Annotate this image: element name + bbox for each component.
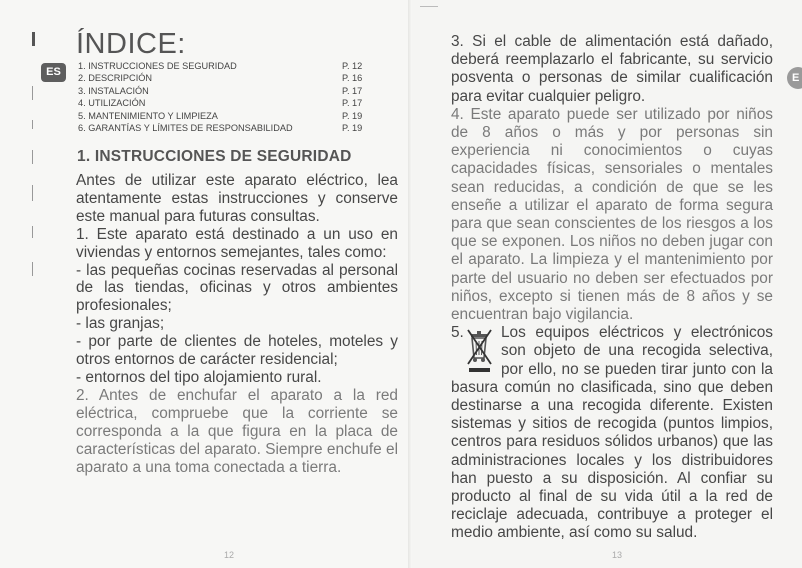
language-tab-right: E — [787, 67, 802, 89]
toc-entry — [78, 72, 378, 84]
toc-page: P. 12 — [342, 61, 363, 71]
right-body-text — [451, 33, 773, 543]
crossed-out-wheelie-bin-icon — [465, 326, 495, 376]
toc-page: P. 16 — [342, 73, 363, 84]
edge-marker — [32, 86, 33, 100]
toc-page: P. 17 — [342, 98, 363, 109]
paragraph: 4. Este aparato puede ser utilizado por niños de 8 años o más y por personas sin experiencia ni conocimientos o cuyas capacidades físicas, sensoriales o mentales sean reducidas, a condición de que se les enseñe a utilizar el aparato de forma segura para que sean conscientes de los riesgos a los que se exponen. Los niños no deben jugar con el aparato. La limpieza y el mantenimiento por parte del usuario no deben ser efectuados por niños, excepto si tienen más de 8 años y se encuentran bajo vigilancia. — [451, 105, 773, 324]
toc-entry — [78, 122, 378, 134]
page-title: ÍNDICE: — [76, 28, 186, 60]
list-item: - las granjas; — [76, 315, 165, 333]
toc-label: 1. INSTRUCCIONES DE SEGURIDAD — [78, 61, 237, 71]
toc-entry — [78, 60, 378, 72]
item-number: 5. — [451, 324, 464, 342]
list-item: - por parte de clientes de hoteles, moteles y otros entornos de carácter residencial; — [76, 333, 398, 369]
list-item: - entornos del tipo alojamiento rural. — [76, 368, 322, 386]
page-number-left: 12 — [224, 550, 235, 560]
section-heading: 1. INSTRUCCIONES DE SEGURIDAD — [77, 148, 352, 165]
edge-marker — [32, 150, 33, 164]
book-gutter — [408, 0, 412, 568]
toc-label: 6. GARANTÍAS Y LÍMITES DE RESPONSABILIDAD — [78, 122, 293, 133]
left-body-text — [76, 172, 398, 476]
toc-page: P. 19 — [342, 110, 363, 121]
edge-marker — [32, 185, 33, 201]
toc-page: P. 17 — [342, 85, 363, 96]
paragraph: 3. Si el cable de alimentación está dañado, deberá reemplazarlo el fabricante, su servicio posventa o personas de similar cualificación para evitar cualquier peligro. — [451, 33, 773, 105]
paragraph: 1. Este aparato está destinado a un uso en viviendas y entornos semejantes, tales como: — [76, 225, 398, 261]
toc-entry — [78, 97, 378, 109]
paragraph: 2. Antes de enchufar el aparato a la red eléctrica, compruebe que la corriente se corresponda a la que figura en la placa de características del aparato. Siempre enchufe el aparato a una toma conectada a tierra. — [76, 386, 398, 476]
language-tab: ES — [41, 63, 66, 82]
page-number-right: 13 — [612, 550, 623, 560]
edge-marker — [32, 32, 35, 46]
edge-marker — [32, 120, 33, 129]
toc-label: 5. MANTENIMIENTO Y LIMPIEZA — [78, 110, 218, 121]
toc-label: 4. UTILIZACIÓN — [78, 98, 146, 109]
edge-marker — [32, 262, 33, 276]
recycling-notice — [451, 324, 773, 542]
divider — [420, 6, 438, 7]
toc-label: 2. DESCRIPCIÓN — [78, 73, 153, 84]
edge-marker — [32, 226, 33, 238]
paragraph: Antes de utilizar este aparato eléctrico, lea atentamente estas instrucciones y conserve este manual para futuras consultas. — [76, 172, 398, 225]
table-of-contents — [78, 60, 378, 134]
toc-entry — [78, 85, 378, 97]
toc-page: P. 19 — [342, 122, 363, 133]
toc-entry — [78, 110, 378, 122]
recycle-block — [451, 324, 497, 378]
toc-label: 3. INSTALACIÓN — [78, 85, 149, 96]
list-item: - las pequeñas cocinas reservadas al personal de las tiendas, oficinas y otros ambientes profesionales; — [76, 261, 398, 315]
paragraph: Los equipos eléctricos y electrónicos son objeto de una recogida selectiva, por ello, no se pueden tirar junto con la basura común no clasificada, sino que deben destinarse a una recogida diferente. Existen sistemas y sitios de recogida (puntos limpios, centros para residuos sólidos urbanos) que las administraciones locales y los distribuidores han puesto a su disposición. Al confiar su producto al final de su vida útil a la red de reciclaje adecuada, contribuye a proteger el medio ambiente, así como su salud. — [451, 324, 773, 542]
